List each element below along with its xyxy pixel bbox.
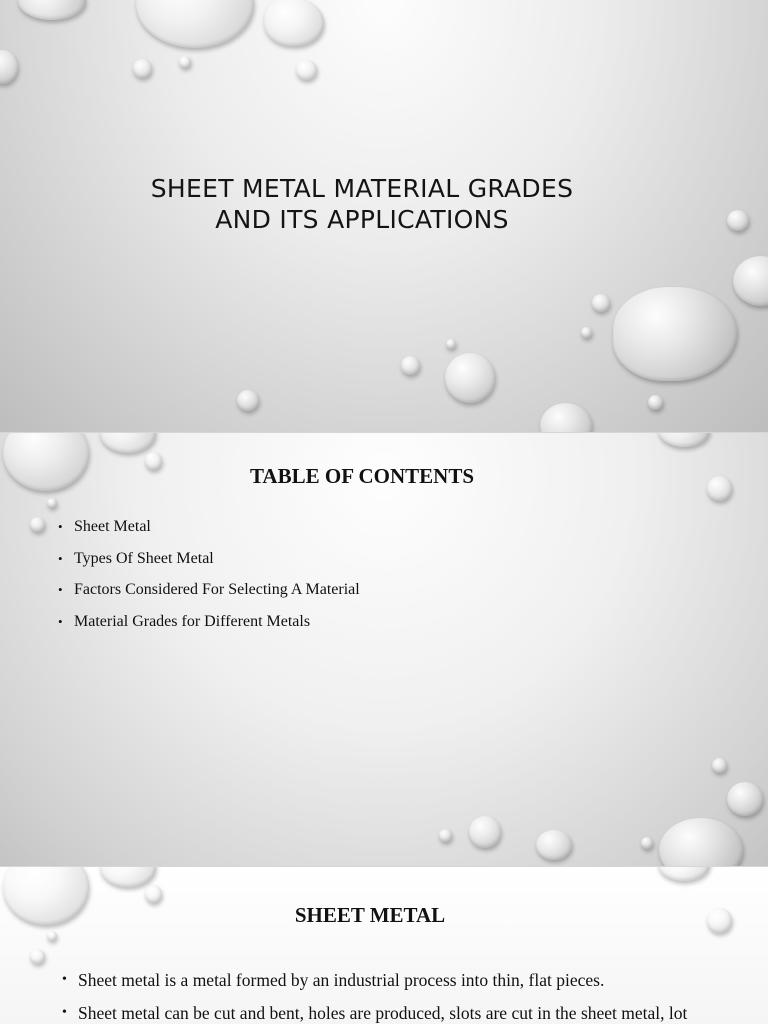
water-drop [30, 517, 45, 532]
toc-list [58, 516, 360, 642]
list-item: • Sheet metal can be cut and bent, holes are produced, slots are cut in the sheet metal, lot [62, 1000, 752, 1024]
list-item: • Factors Considered For Selecting A Material [58, 579, 360, 611]
water-drop [30, 949, 45, 964]
water-drop [237, 390, 259, 411]
water-drop [133, 59, 152, 78]
slide-3-sheet-metal [0, 867, 768, 1024]
water-drop [264, 0, 324, 46]
slide-2-table-of-contents [0, 433, 768, 866]
water-drop [0, 50, 18, 84]
water-drop [100, 433, 156, 453]
slide-1-title [0, 0, 768, 432]
water-drop [445, 353, 495, 403]
water-drop [613, 287, 737, 381]
water-drop [401, 356, 420, 375]
water-drop [733, 256, 768, 306]
water-drop [727, 782, 763, 816]
slide-title-line: AND ITS APPLICATIONS [215, 205, 509, 234]
water-drop [641, 837, 653, 849]
water-drop [47, 931, 57, 941]
slide-heading: SHEET METAL [294, 903, 446, 927]
water-drop [658, 867, 710, 881]
water-drop [100, 867, 156, 887]
water-drop [179, 56, 191, 68]
water-drop [592, 294, 610, 312]
slide-title [0, 173, 724, 235]
slide-title-line: SHEET METAL MATERIAL GRADES [150, 174, 574, 203]
water-drop [727, 210, 749, 231]
water-drop [469, 816, 501, 848]
list-item: • Material Grades for Different Metals [58, 611, 360, 643]
content-list [62, 967, 752, 1024]
slide-heading: TABLE OF CONTENTS [249, 464, 475, 488]
water-drop [581, 327, 592, 338]
list-item: • Types Of Sheet Metal [58, 548, 360, 580]
water-drop [145, 885, 162, 903]
water-drop [712, 758, 727, 773]
water-drop [439, 829, 452, 842]
list-item: • Sheet metal is a metal formed by an industrial process into thin, flat pieces. [62, 967, 752, 1000]
water-drop [540, 403, 592, 432]
water-drop [658, 433, 710, 447]
water-drop [47, 498, 57, 508]
water-drop [136, 0, 254, 48]
water-drop [648, 395, 663, 410]
water-drop [659, 818, 743, 866]
list-item: • Sheet Metal [58, 516, 360, 548]
water-drop [536, 830, 572, 860]
water-drop [18, 0, 86, 20]
water-drop [446, 339, 456, 349]
water-drop [296, 60, 317, 80]
